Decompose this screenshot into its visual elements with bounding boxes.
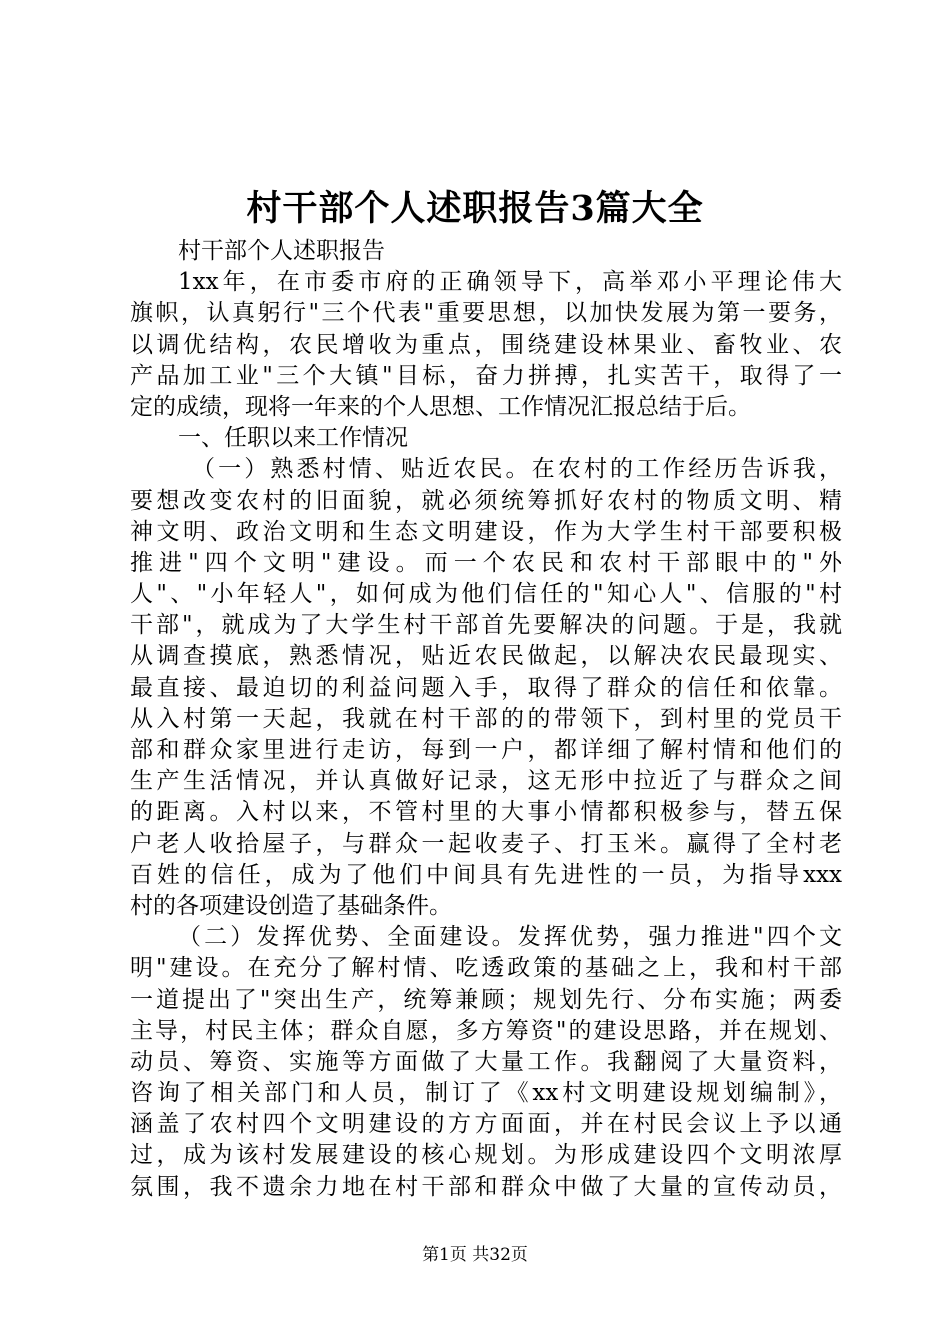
- document-body: [130, 236, 842, 1203]
- body-line: 村的各项建设创造了基础条件。: [130, 892, 452, 919]
- body-line: 主导，村民主体；群众自愿，多方筹资"的建设思路，并在规划、: [130, 1017, 842, 1044]
- body-line: 干部"，就成为了大学生村干部首先要解决的问题。于是，我就: [130, 612, 842, 639]
- body-line: 过，成为该村发展建设的核心规划。为形成建设四个文明浓厚: [130, 1142, 842, 1169]
- body-line: 旗帜，认真躬行"三个代表"重要思想，以加快发展为第一要务，: [130, 300, 842, 327]
- body-line: 产品加工业"三个大镇"目标，奋力拼搏，扎实苦干，取得了一: [130, 362, 842, 389]
- body-line: （一）熟悉村情、贴近农民。在农村的工作经历告诉我，: [192, 456, 842, 483]
- body-line: 明"建设。在充分了解村情、吃透政策的基础之上，我和村干部: [130, 955, 842, 982]
- body-line: 的距离。入村以来，不管村里的大事小情都积极参与，替五保: [130, 799, 842, 826]
- body-line: 从调查摸底，熟悉情况，贴近农民做起，以解决农民最现实、: [130, 643, 842, 670]
- document-title: 村干部个人述职报告3篇大全: [246, 188, 704, 229]
- body-line: 人"、"小年轻人"，如何成为他们信任的"知心人"、信服的"村: [130, 581, 842, 608]
- body-line: 神文明、政治文明和生态文明建设，作为大学生村干部要积极: [130, 518, 842, 545]
- body-line: 推进"四个文明"建设。而一个农民和农村干部眼中的"外: [130, 549, 842, 576]
- body-line: 生产生活情况，并认真做好记录，这无形中拉近了与群众之间: [130, 768, 842, 795]
- body-line: 一、任职以来工作情况: [178, 425, 408, 452]
- body-line: 动员、筹资、实施等方面做了大量工作。我翻阅了大量资料，: [130, 1048, 842, 1075]
- body-line: 百姓的信任，成为了他们中间具有先进性的一员，为指导xxx: [130, 861, 842, 888]
- body-line: 最直接、最迫切的利益问题入手，取得了群众的信任和依靠。: [130, 674, 842, 701]
- body-line: 要想改变农村的旧面貌，就必须统筹抓好农村的物质文明、精: [130, 487, 842, 514]
- body-line: 咨询了相关部门和人员，制订了《xx村文明建设规划编制》，: [130, 1080, 842, 1107]
- page-footer: 第1页 共32页: [422, 1245, 528, 1265]
- body-line: 户老人收拾屋子，与群众一起收麦子、打玉米。赢得了全村老: [130, 830, 842, 857]
- body-line: （二）发挥优势、全面建设。发挥优势，强力推进"四个文: [178, 924, 842, 951]
- body-line: 1xx年，在市委市府的正确领导下，高举邓小平理论伟大: [178, 269, 842, 296]
- body-line: 以调优结构，农民增收为重点，围绕建设林果业、畜牧业、农: [130, 331, 842, 358]
- body-line: 氛围，我不遗余力地在村干部和群众中做了大量的宣传动员，: [130, 1173, 842, 1200]
- body-line: 从入村第一天起，我就在村干部的的带领下，到村里的党员干: [130, 705, 842, 732]
- body-line: 一道提出了"突出生产，统筹兼顾；规划先行、分布实施；两委: [130, 986, 842, 1013]
- body-line: 定的成绩，现将一年来的个人思想、工作情况汇报总结于后。: [130, 393, 751, 420]
- body-line: 村干部个人述职报告: [178, 238, 385, 264]
- body-line: 部和群众家里进行走访，每到一户，都详细了解村情和他们的: [130, 737, 842, 763]
- body-line: 涵盖了农村四个文明建设的方方面面，并在村民会议上予以通: [130, 1111, 842, 1138]
